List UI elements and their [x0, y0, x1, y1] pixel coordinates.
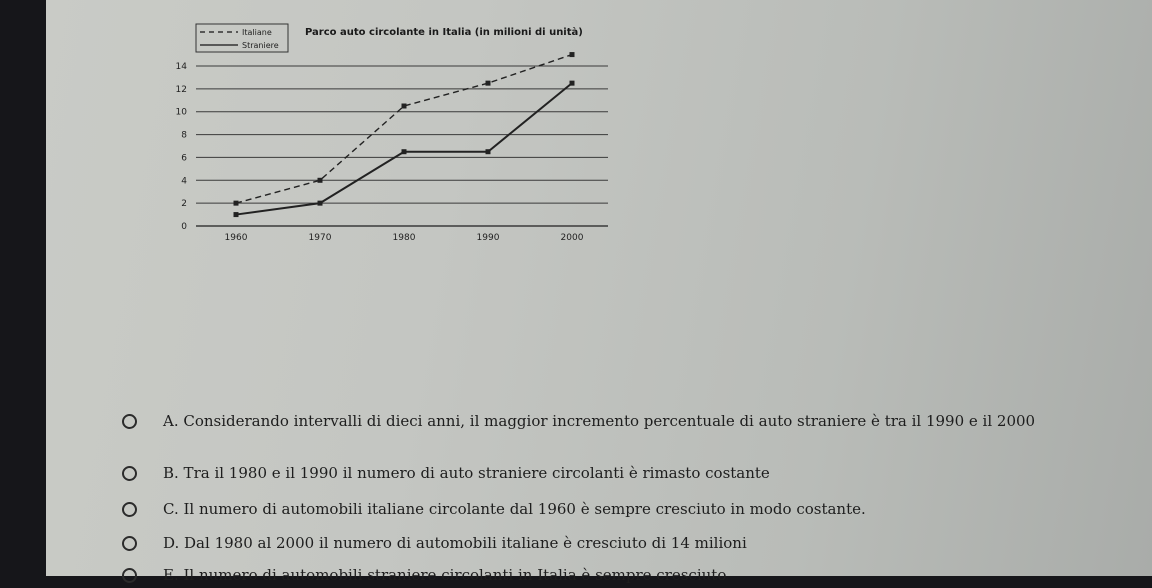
point-italiane-1970: [318, 178, 323, 183]
chart-title: Parco auto circolante in Italia (in milioni di unità): [305, 27, 583, 38]
legend-label-straniere: Straniere: [242, 41, 279, 50]
y-tick-label-8: 8: [181, 130, 187, 141]
option-b-label: B. Tra il 1980 e il 1990 il numero di auto straniere circolanti è rimasto costante: [163, 464, 770, 482]
point-straniere-2000: [570, 81, 575, 86]
y-tick-label-6: 6: [181, 153, 187, 164]
chart-legend: [196, 24, 288, 52]
y-tick-label-2: 2: [181, 199, 187, 210]
series-line-italiane: [236, 55, 572, 204]
y-axis-ticks: [176, 62, 188, 232]
y-tick-label-14: 14: [175, 62, 187, 72]
option-b-radio[interactable]: [122, 466, 137, 481]
option-d-radio[interactable]: [122, 536, 137, 551]
series-line-straniere: [236, 83, 572, 214]
point-straniere-1960: [234, 212, 239, 217]
point-straniere-1990: [486, 149, 491, 154]
y-tick-label-4: 4: [181, 176, 187, 187]
option-d[interactable]: [122, 530, 747, 556]
x-tick-label-2000: 2000: [560, 233, 584, 243]
x-tick-label-1960: 1960: [224, 233, 248, 243]
y-tick-label-12: 12: [175, 84, 187, 95]
point-italiane-1990: [486, 81, 491, 86]
legend-label-italiane: Italiane: [242, 28, 272, 37]
option-a-radio[interactable]: [122, 414, 137, 429]
option-e[interactable]: [122, 562, 726, 588]
option-e-label: E. Il numero di automobili straniere circolanti in Italia è sempre cresciuto: [163, 566, 727, 584]
point-straniere-1980: [402, 149, 407, 154]
x-tick-label-1970: 1970: [308, 233, 332, 243]
x-axis-ticks: [225, 233, 584, 243]
option-c-radio[interactable]: [122, 502, 137, 517]
option-c[interactable]: [122, 496, 866, 522]
line-chart: [0, 0, 700, 260]
point-straniere-1970: [318, 201, 323, 206]
point-italiane-1960: [234, 201, 239, 206]
option-c-label: C. Il numero di automobili italiane circolante dal 1960 è sempre cresciuto in modo costante.: [163, 500, 866, 518]
option-b[interactable]: [122, 460, 770, 486]
option-a-label: A. Considerando intervalli di dieci anni, il maggior incremento percentuale di auto straniere è tra il 1990 e il 2000: [163, 412, 1036, 430]
y-tick-label-10: 10: [175, 107, 187, 118]
chart-grid: [196, 66, 608, 226]
option-d-label: D. Dal 1980 al 2000 il numero di automobili italiane è cresciuto di 14 milioni: [163, 534, 747, 552]
point-italiane-1980: [402, 104, 407, 109]
option-a[interactable]: [122, 408, 1035, 434]
y-tick-label-0: 0: [181, 222, 187, 232]
x-tick-label-1980: 1980: [392, 233, 416, 243]
point-italiane-2000: [570, 52, 575, 57]
x-tick-label-1990: 1990: [476, 233, 500, 243]
option-e-radio[interactable]: [122, 568, 137, 583]
